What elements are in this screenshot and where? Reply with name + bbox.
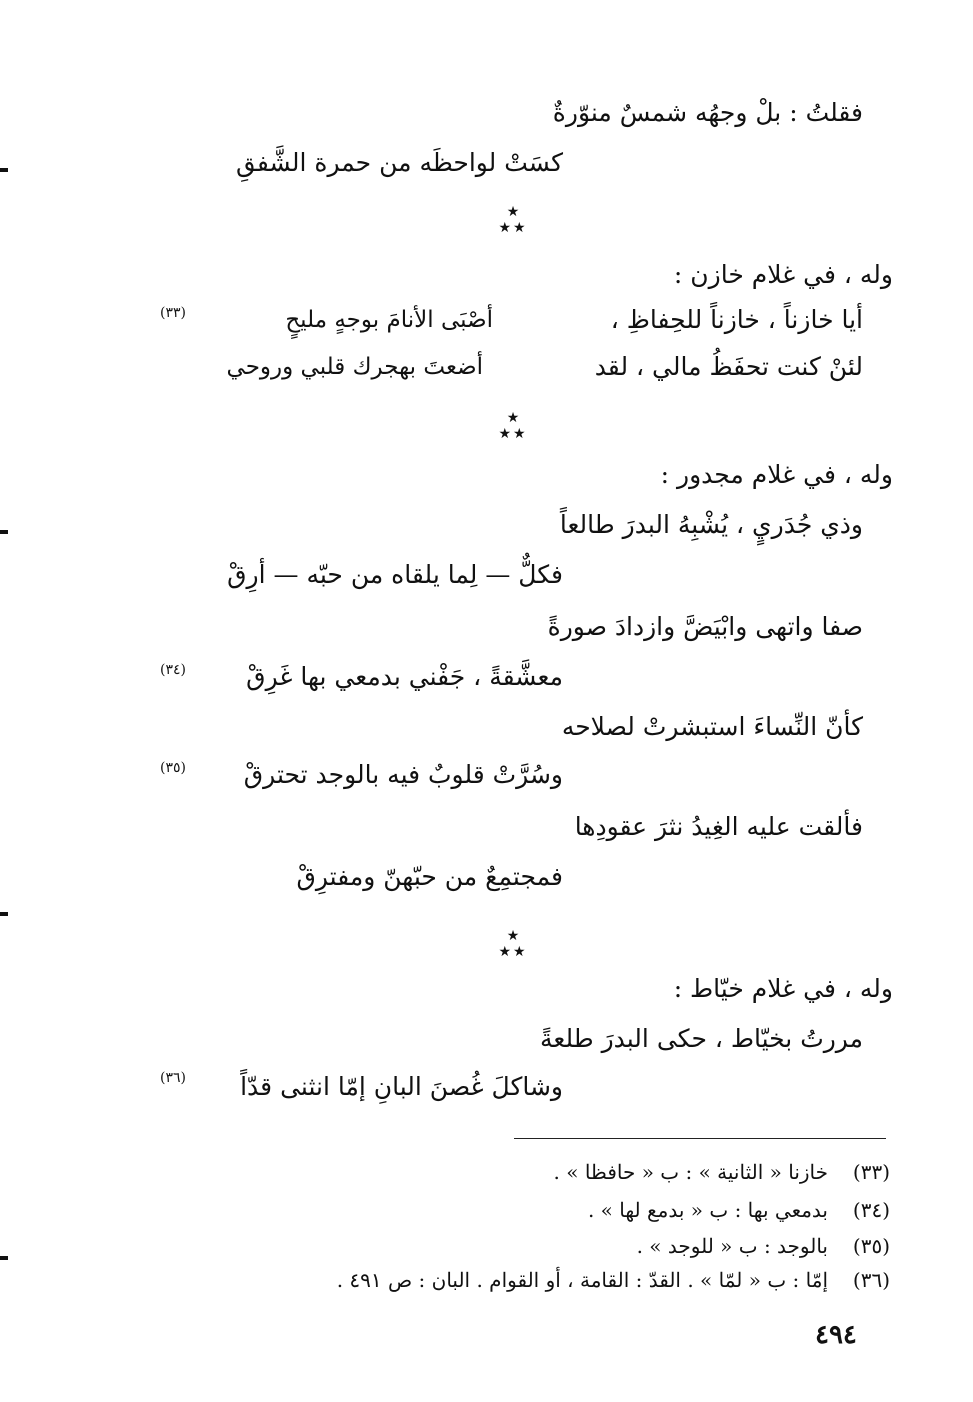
verse-line: صفا واتهى وابْيَضَّ وازدادَ صورةً bbox=[547, 612, 863, 641]
verse-line: معشَّقةً ، جَفْني بدمعي بها غَرِقْ bbox=[246, 662, 563, 691]
verse-line: فقلتُ : بلْ وجهُه شمسٌ منوّرةٌ bbox=[552, 98, 863, 127]
scan-edge-mark bbox=[0, 912, 8, 916]
scan-edge-mark bbox=[0, 168, 8, 172]
footnote-text: بالوجد : ب « للوجد » . bbox=[636, 1234, 828, 1258]
star-icon: ★★ bbox=[498, 426, 528, 442]
footnote-text: إمّا : ب « لمّا » . القدّ : القامة ، أو القوام . البان : ص ٤٩١ . bbox=[336, 1268, 828, 1292]
section-heading: وله ، في غلام خيّاط : bbox=[673, 974, 893, 1003]
verse-line: فمجتمِعٌ من حبّهنّ ومفترِقْ bbox=[296, 862, 563, 891]
couplet-second-hemistich: أصْبَى الأنامَ بوجهٍ مليحٍ bbox=[285, 307, 493, 333]
verse-line: فكلٌّ — لِما يلقاه من حبّه — أرِقْ bbox=[227, 560, 563, 589]
verse-line: كأنّ النِّساءَ استبشرتْ لصلاحه bbox=[561, 712, 863, 741]
star-icon: ★ bbox=[506, 204, 520, 220]
section-heading: وله ، في غلام مجدور : bbox=[660, 460, 893, 489]
footnote-divider bbox=[514, 1138, 886, 1139]
page-number: ٤٩٤ bbox=[815, 1320, 857, 1350]
footnote-number: (٣٥) bbox=[852, 1234, 890, 1258]
section-separator bbox=[493, 410, 533, 442]
verse-line: مررتُ بخيّاط ، حكى البدرَ طلعةً bbox=[539, 1024, 863, 1053]
footnote-ref: (٣٤) bbox=[160, 662, 186, 678]
star-icon: ★ bbox=[506, 928, 520, 944]
verse-line: كسَتْ لواحظَه من حمرة الشَّفقِ bbox=[236, 148, 563, 177]
scan-edge-mark bbox=[0, 530, 8, 534]
verse-line: فألقت عليه الغِيدُ نثرَ عقودِها bbox=[574, 812, 863, 841]
footnote-ref: (٣٥) bbox=[160, 760, 186, 776]
footnote-number: (٣٣) bbox=[852, 1160, 890, 1184]
footnote-text: بدمعي بها : ب « بدمع لها » . bbox=[587, 1198, 828, 1222]
footnote-ref: (٣٣) bbox=[160, 305, 186, 321]
scan-edge-mark bbox=[0, 1256, 8, 1260]
section-separator bbox=[493, 928, 533, 960]
star-icon: ★★ bbox=[498, 220, 528, 236]
couplet-first-hemistich: لئنْ كنت تحفَظُ مالي ، لقد bbox=[594, 352, 863, 381]
couplet-first-hemistich: أيا خازناً ، خازناً للحِفاظِ ، bbox=[610, 305, 863, 334]
footnote-number: (٣٦) bbox=[852, 1268, 890, 1292]
verse-line: وسُرَّتْ قلوبٌ فيه بالوجد تحترقْ bbox=[243, 760, 563, 789]
footnote-text: خازنا « الثانية » : ب « حافظا » . bbox=[553, 1160, 828, 1184]
star-icon: ★ bbox=[506, 410, 520, 426]
verse-line: وذي جُدَريٍ ، يُشْبِهُ البدرَ طالعاً bbox=[559, 510, 863, 539]
couplet-second-hemistich: أضعتَ بهجرك قلبي وروحي bbox=[226, 354, 483, 380]
footnote-ref: (٣٦) bbox=[160, 1070, 186, 1086]
section-separator bbox=[493, 204, 533, 236]
footnote-number: (٣٤) bbox=[852, 1198, 890, 1222]
star-icon: ★★ bbox=[498, 944, 528, 960]
verse-line: وشاكلَ غُصنَ البانِ إمّا انثنى قدّاً bbox=[240, 1072, 563, 1101]
section-heading: وله ، في غلام خازن : bbox=[673, 260, 893, 289]
